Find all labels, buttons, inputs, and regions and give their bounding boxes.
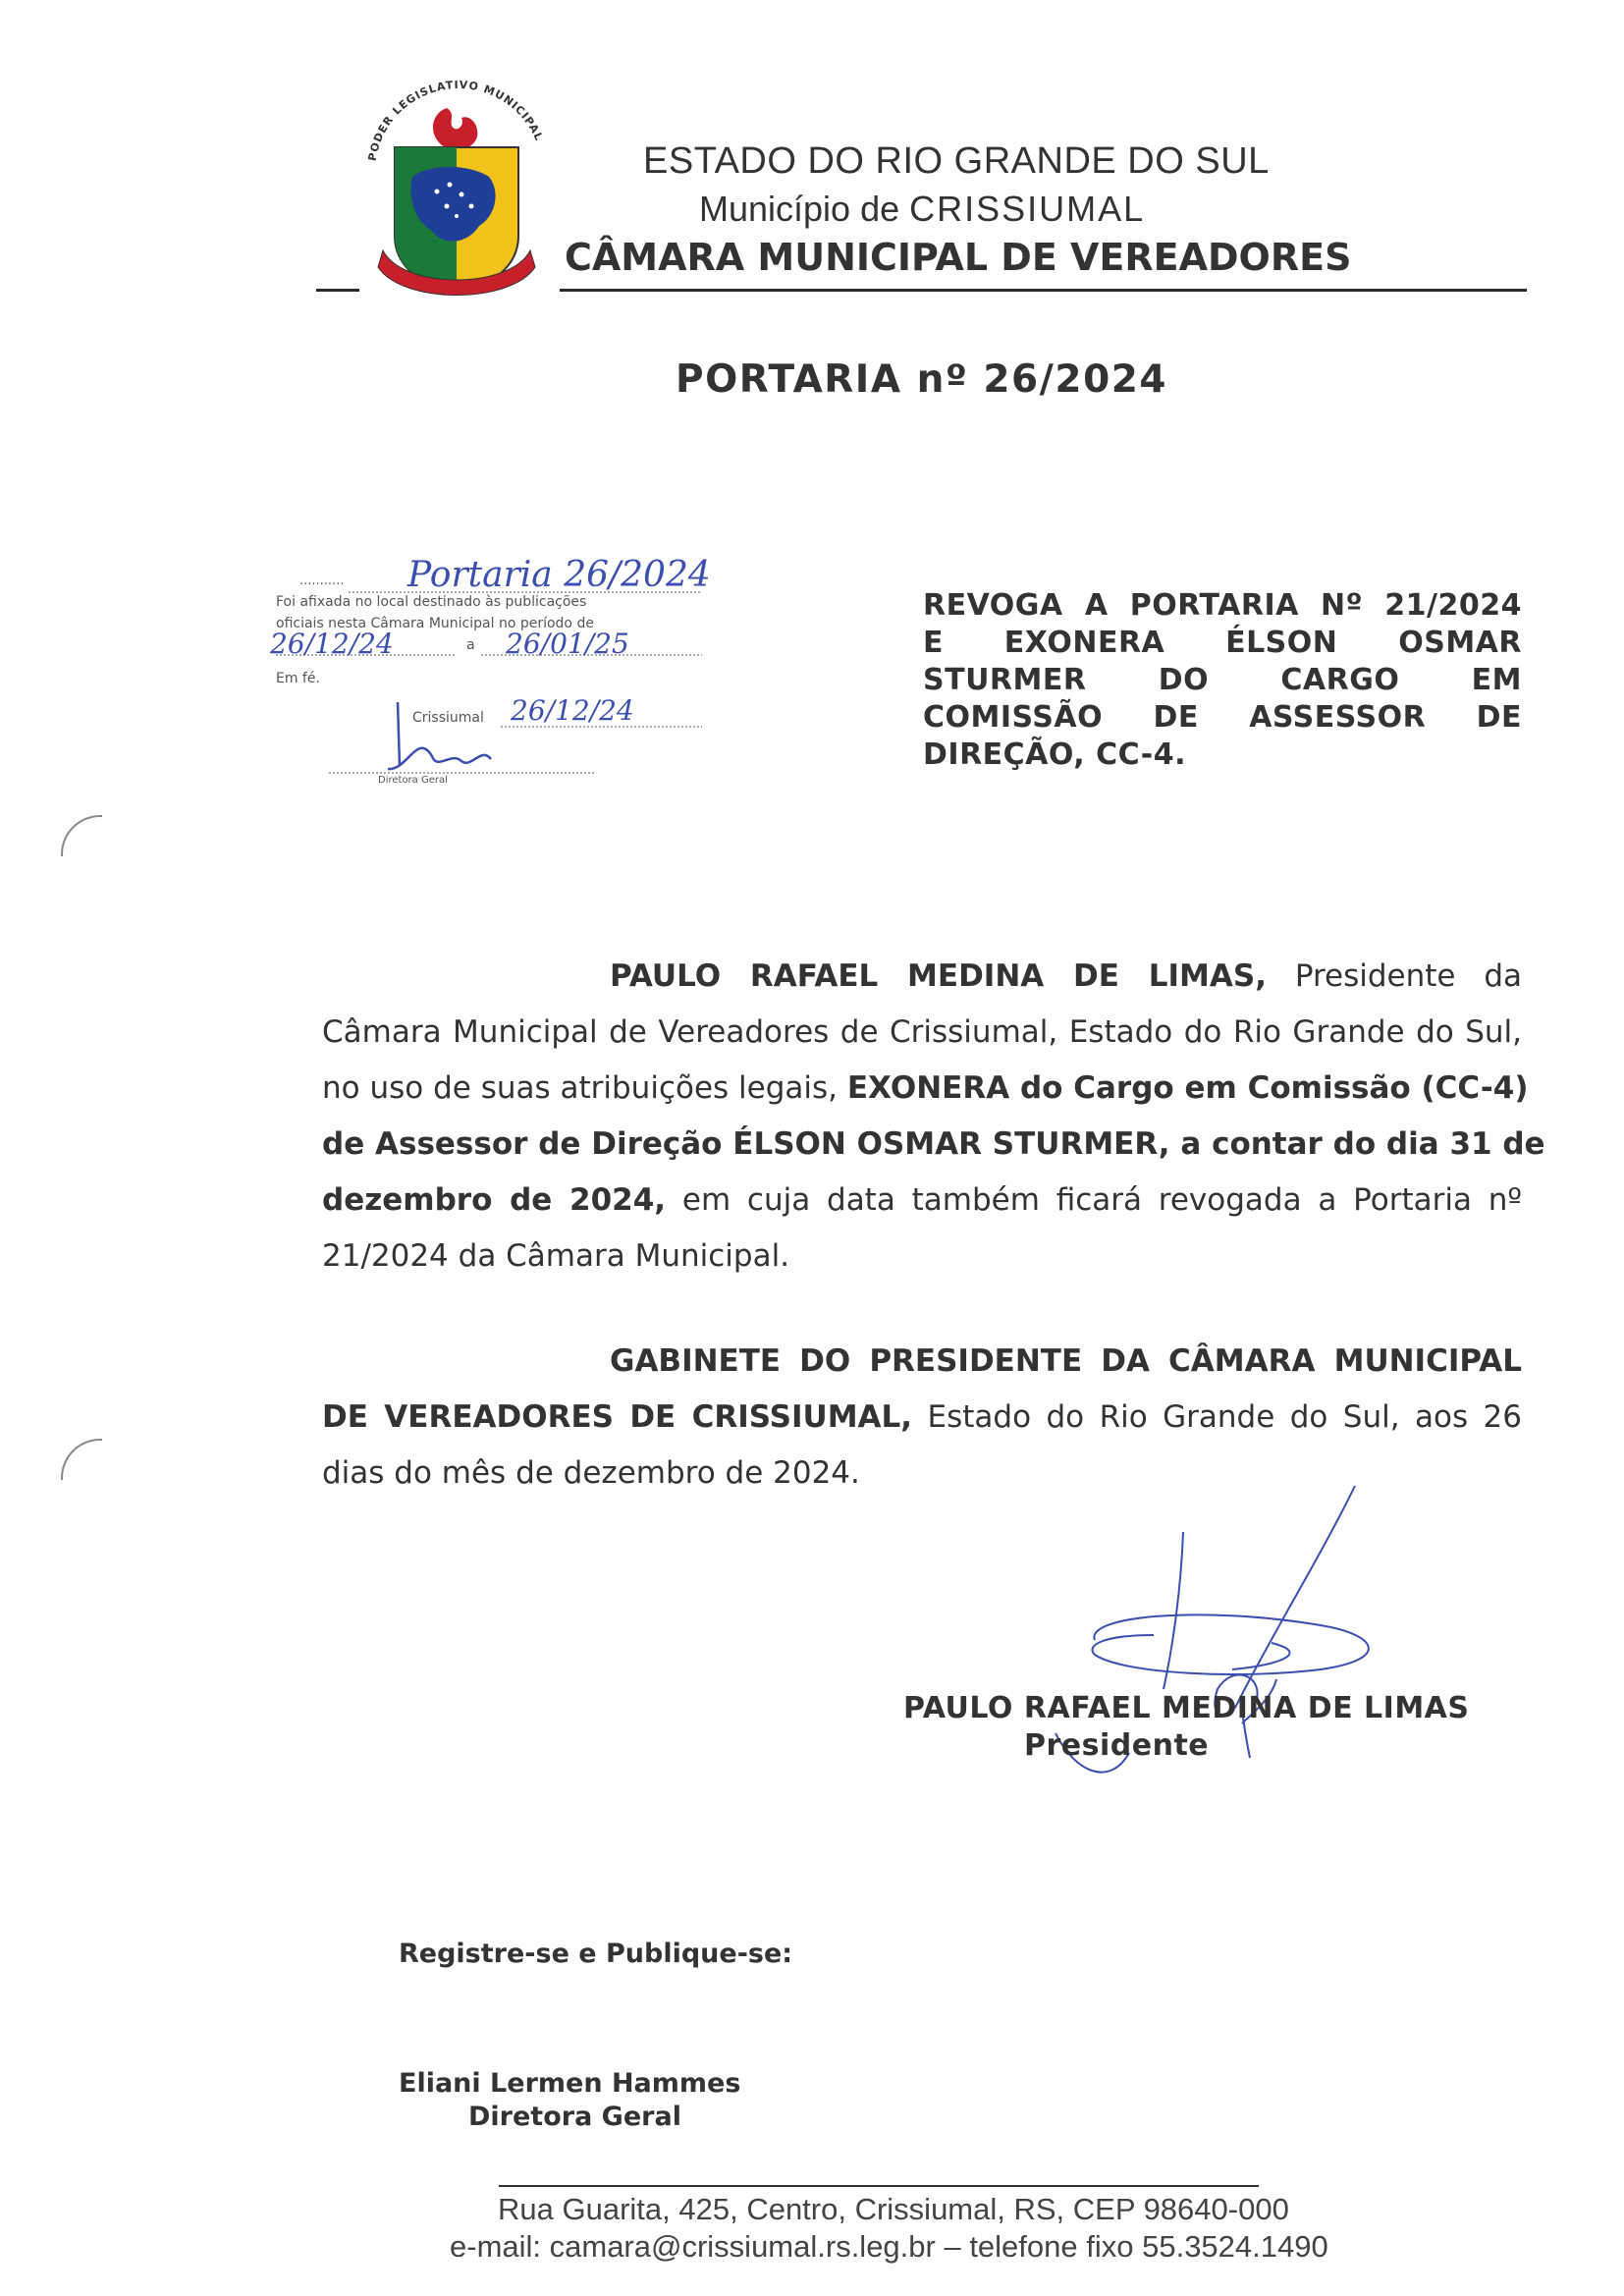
stamp-handwritten-number: Portaria 26/2024 xyxy=(407,555,711,595)
header-chamber: CÂMARA MUNICIPAL DE VEREADORES xyxy=(565,236,1352,279)
coat-of-arms-logo xyxy=(353,79,560,314)
stamp-signed-date: 26/12/24 xyxy=(511,694,634,727)
body-line: dezembro de 2024, em cuja data também ficará revogada a Portaria nº xyxy=(322,1182,1522,1218)
punch-hole-mark xyxy=(61,815,102,856)
body-line: DE VEREADORES DE CRISSIUMAL, Estado do Rio Grande do Sul, aos 26 xyxy=(322,1399,1522,1435)
stamp-printed-line2: oficiais nesta Câmara Municipal no período de xyxy=(276,616,594,631)
ementa-line: E EXONERA ÉLSON OSMAR xyxy=(923,626,1522,660)
footer-rule xyxy=(499,2185,1259,2187)
stamp-date-from: 26/12/24 xyxy=(270,628,394,660)
stamp-date-to: 26/01/25 xyxy=(506,628,629,660)
header-municipality xyxy=(699,189,1145,230)
registry-name: Eliani Lermen Hammes xyxy=(399,2068,741,2099)
registry-label: Registre-se e Publique-se: xyxy=(399,1939,793,1969)
ementa-line: DIREÇÃO, CC-4. xyxy=(923,738,1187,772)
body-line: Câmara Municipal de Vereadores de Crissiumal, Estado do Rio Grande do Sul, xyxy=(322,1014,1522,1050)
president-name: PAULO RAFAEL MEDINA DE LIMAS, xyxy=(610,958,1267,994)
signature-role: Presidente xyxy=(1024,1728,1210,1763)
document-title: PORTARIA nº 26/2024 xyxy=(676,357,1167,402)
body-line: no uso de suas atribuições legais, EXONERA do Cargo em Comissão (CC-4) xyxy=(322,1070,1529,1106)
stamp-signer-caption: Diretora Geral xyxy=(378,775,448,786)
header-rule-left xyxy=(316,289,359,292)
punch-hole-mark xyxy=(61,1439,102,1480)
body-line: 21/2024 da Câmara Municipal. xyxy=(322,1238,790,1274)
header-state: ESTADO DO RIO GRANDE DO SUL xyxy=(643,140,1270,182)
svg-text:...........: ........... xyxy=(299,574,345,588)
stamp-place: Crissiumal xyxy=(412,710,484,726)
body-line: GABINETE DO PRESIDENTE DA CÂMARA MUNICIPAL xyxy=(610,1343,1522,1379)
body-line: PAULO RAFAEL MEDINA DE LIMAS, Presidente da xyxy=(610,958,1522,994)
ementa-line: COMISSÃO DE ASSESSOR DE xyxy=(923,700,1522,735)
registry-role: Diretora Geral xyxy=(468,2102,681,2132)
stamp-printed-line3: Em fé. xyxy=(276,671,320,686)
publication-stamp xyxy=(270,525,722,791)
municipality-prefix: Município de xyxy=(699,189,900,229)
body-paragraph-2 xyxy=(322,1334,1522,1502)
body-paragraph-1 xyxy=(322,949,1545,1285)
footer-address: Rua Guarita, 425, Centro, Crissiumal, RS, CEP 98640-000 xyxy=(498,2192,1289,2226)
body-line: de Assessor de Direção ÉLSON OSMAR STURMER, a contar do dia 31 de xyxy=(322,1126,1545,1162)
ementa-block xyxy=(923,587,1522,774)
municipality-name: CRISSIUMAL xyxy=(909,189,1146,229)
ementa-line: REVOGA A PORTARIA Nº 21/2024 xyxy=(923,588,1522,623)
ementa-line: STURMER DO CARGO EM xyxy=(923,663,1522,697)
crest-text: PODER LEGISLATIVO MUNICIPAL xyxy=(365,79,546,162)
stamp-to-word: a xyxy=(466,637,475,653)
body-line: dias do mês de dezembro de 2024. xyxy=(322,1455,860,1491)
signature-name: PAULO RAFAEL MEDINA DE LIMAS xyxy=(903,1691,1470,1725)
footer-contact: e-mail: camara@crissiumal.rs.leg.br – telefone fixo 55.3524.1490 xyxy=(450,2229,1328,2264)
stamp-printed-line1: Foi afixada no local destinado às publicações xyxy=(276,594,587,610)
header-rule-right xyxy=(560,289,1527,292)
